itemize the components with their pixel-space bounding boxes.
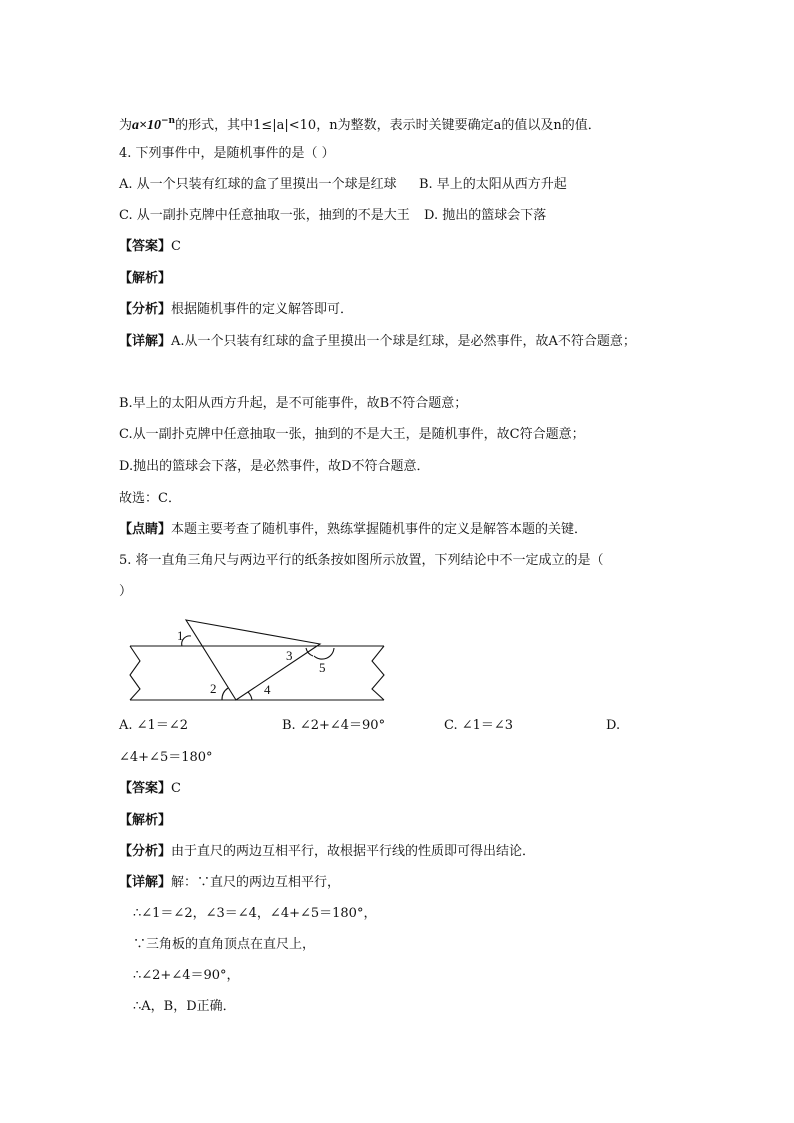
q4-detail-b: B.早上的太阳从西方升起，是不可能事件，故B不符合题意； [119,396,468,411]
q5-answer [119,780,181,798]
detail-1-text: 解：∵直尺的两边互相平行， [171,875,341,890]
q4-options-ab [119,176,567,194]
q4-choose: 故选：C． [119,491,181,506]
q4-fenxi [119,301,353,319]
q4-option-a: A. 从一个只装有红球的盒了里摸出一个球是红球 [119,177,397,192]
q4-option-c: C. 从一副扑克牌中任意抽取一张，抽到的不是大王 [119,208,410,223]
q4-detail-a [119,333,636,351]
formula-base: a×10 [132,118,161,133]
q5-option-c: C. ∠1＝∠3 [444,718,514,733]
q4-detail-d: D.抛出的篮球会下落，是必然事件，故D不符合题意． [119,459,430,474]
answer-tag: 【答案】 [119,239,172,254]
q4-stem: 4. 下列事件中，是随机事件的是（ ） [119,146,335,161]
q5-options [119,717,719,735]
text-prefix: 为 [119,118,133,133]
q5-stem-end: ） [119,584,133,599]
answer-value: C [171,781,181,796]
q5-detail-3: ∵三角板的直角顶点在直尺上， [133,937,316,952]
fenxi-tag: 【分析】 [119,302,172,317]
q4-detail-c: C.从一副扑克牌中任意抽取一张，抽到的不是大王，是随机事件，故C符合题意； [119,427,585,442]
text-rest: 的形式，其中1≤|a|<10，n为整数，表示时关键要确定a的值以及n的值． [175,118,601,133]
q5-stem: 5. 将一直角三角尺与两边平行的纸条按如图所示放置，下列结论中不一定成立的是（ [119,553,604,568]
figure-label-3: 3 [286,648,293,663]
set-square-triangle [186,620,320,700]
figure-label-2: 2 [210,681,217,696]
q5-detail-1 [119,874,340,892]
fenxi-text: 由于直尺的两边互相平行，故根据平行线的性质即可得出结论． [171,844,536,859]
q5-option-b: B. ∠2+∠4＝90° [282,718,386,733]
strip-left-zigzag [130,646,140,700]
q5-fenxi [119,843,535,861]
q5-detail-4: ∴∠2+∠4＝90°， [133,968,240,983]
scientific-notation-line [119,112,601,135]
xiangjie-tag: 【详解】 [119,875,172,890]
fenxi-tag: 【分析】 [119,844,172,859]
q4-option-d: D. 抛出的篮球会下落 [424,208,547,223]
answer-tag: 【答案】 [119,781,172,796]
xiangjie-tag: 【详解】 [119,334,172,349]
q5-detail-2: ∴∠1＝∠2，∠3＝∠4，∠4+∠5＝180°， [133,906,377,921]
answer-value: C [171,239,181,254]
figure-label-1: 1 [177,628,184,643]
formula-exponent: −n [161,116,176,126]
q5-option-a: A. ∠1＝∠2 [119,718,188,733]
q5-analysis-tag: 【解析】 [119,813,172,828]
q4-answer [119,238,181,256]
angle-2-arc [222,688,228,700]
figure-label-4: 4 [264,682,271,697]
ruler-triangle-figure [120,612,388,704]
q4-option-b: B. 早上的太阳从西方升起 [418,177,567,192]
q4-dianjing [119,521,587,539]
dianjing-text: 本题主要考查了随机事件，熟练掌握随机事件的定义是解答本题的关键． [171,522,588,537]
detail-a-text: A.从一个只装有红球的盒子里摸出一个球是红球，是必然事件，故A不符合题意； [171,334,636,349]
strip-right-zigzag [372,646,384,700]
fenxi-text: 根据随机事件的定义解答即可． [171,302,354,317]
angle-4-arc [248,692,252,700]
dianjing-tag: 【点睛】 [119,522,172,537]
figure-label-5: 5 [319,660,326,675]
q4-analysis-tag: 【解析】 [119,271,172,286]
q5-detail-5: ∴A，B，D正确． [133,999,236,1014]
q5-option-d-label: D. [606,718,621,733]
q5-option-d-text: ∠4+∠5＝180° [119,750,213,765]
q4-options-cd [119,207,546,225]
angle-5-arc [314,648,334,659]
